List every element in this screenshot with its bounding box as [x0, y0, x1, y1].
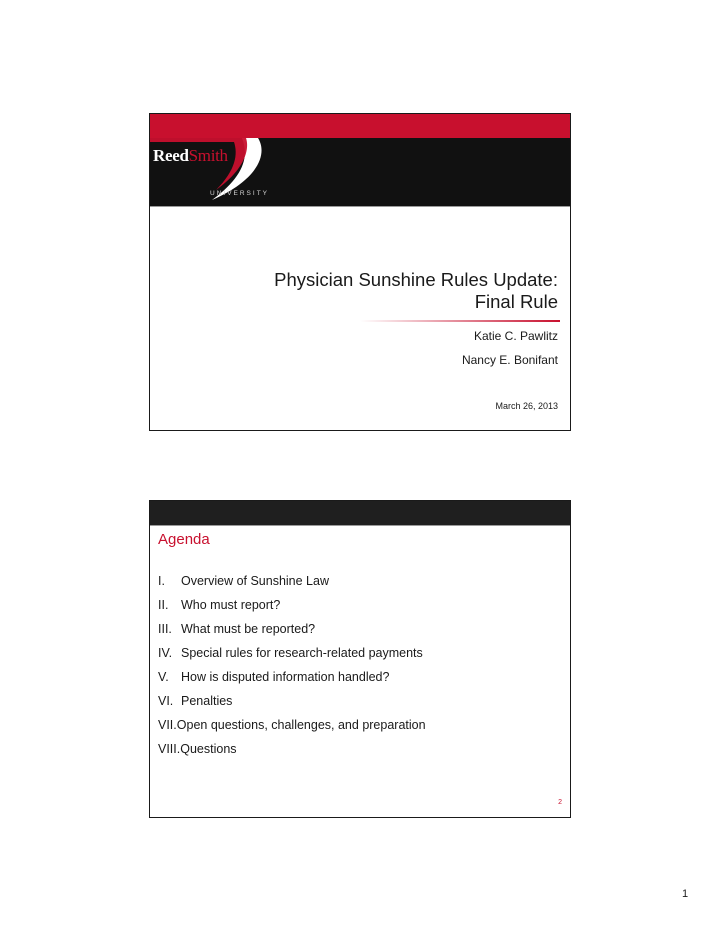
title-divider: [360, 320, 560, 322]
agenda-item-text: Penalties: [181, 694, 233, 708]
agenda-item-text: What must be reported?: [181, 622, 316, 636]
slide-agenda: [149, 500, 571, 818]
title-line-1: Physician Sunshine Rules Update:: [274, 269, 558, 290]
agenda-item-number: IV.: [158, 646, 173, 660]
agenda-item: [158, 718, 426, 742]
header-divider: [150, 525, 570, 526]
agenda-item-text: Special rules for research-related payments: [181, 646, 423, 660]
agenda-item-number: V.: [158, 670, 169, 684]
presentation-title: [238, 269, 558, 313]
agenda-item: [158, 694, 426, 718]
title-line-2: Final Rule: [474, 291, 558, 312]
agenda-item: [158, 742, 426, 766]
agenda-item-number: III.: [158, 622, 172, 636]
slide-title: [149, 113, 571, 431]
agenda-item: [158, 646, 426, 670]
agenda-item: [158, 574, 426, 598]
agenda-item: [158, 598, 426, 622]
header-divider: [150, 206, 570, 207]
slide-page-number: 2: [558, 799, 562, 806]
reedsmith-logo: [153, 146, 228, 166]
logo-name-smith: Smith: [188, 146, 228, 165]
page-number: 1: [682, 888, 689, 900]
presentation-date: March 26, 2013: [495, 401, 558, 411]
logo-university-text: UNIVERSITY: [210, 190, 270, 197]
agenda-item-number: I.: [158, 574, 165, 588]
agenda-item-text: Overview of Sunshine Law: [181, 574, 329, 588]
agenda-item-text: How is disputed information handled?: [181, 670, 390, 684]
agenda-item-number: VII.: [158, 718, 177, 732]
agenda-list: [158, 574, 426, 766]
logo-name-reed: Reed: [153, 146, 189, 165]
agenda-item-text: Open questions, challenges, and preparation: [176, 718, 426, 732]
agenda-heading: Agenda: [158, 531, 210, 548]
agenda-item: [158, 670, 426, 694]
agenda-item-number: II.: [158, 598, 169, 612]
author-name: Katie C. Pawlitz: [473, 329, 558, 343]
agenda-item-number: VIII.: [158, 742, 181, 756]
agenda-item-text: Who must report?: [181, 598, 281, 612]
agenda-item: [158, 622, 426, 646]
agenda-item-text: Questions: [180, 742, 237, 756]
agenda-item-number: VI.: [158, 694, 174, 708]
author-name: Nancy E. Bonifant: [461, 353, 558, 367]
slide-black-band: [150, 501, 570, 525]
